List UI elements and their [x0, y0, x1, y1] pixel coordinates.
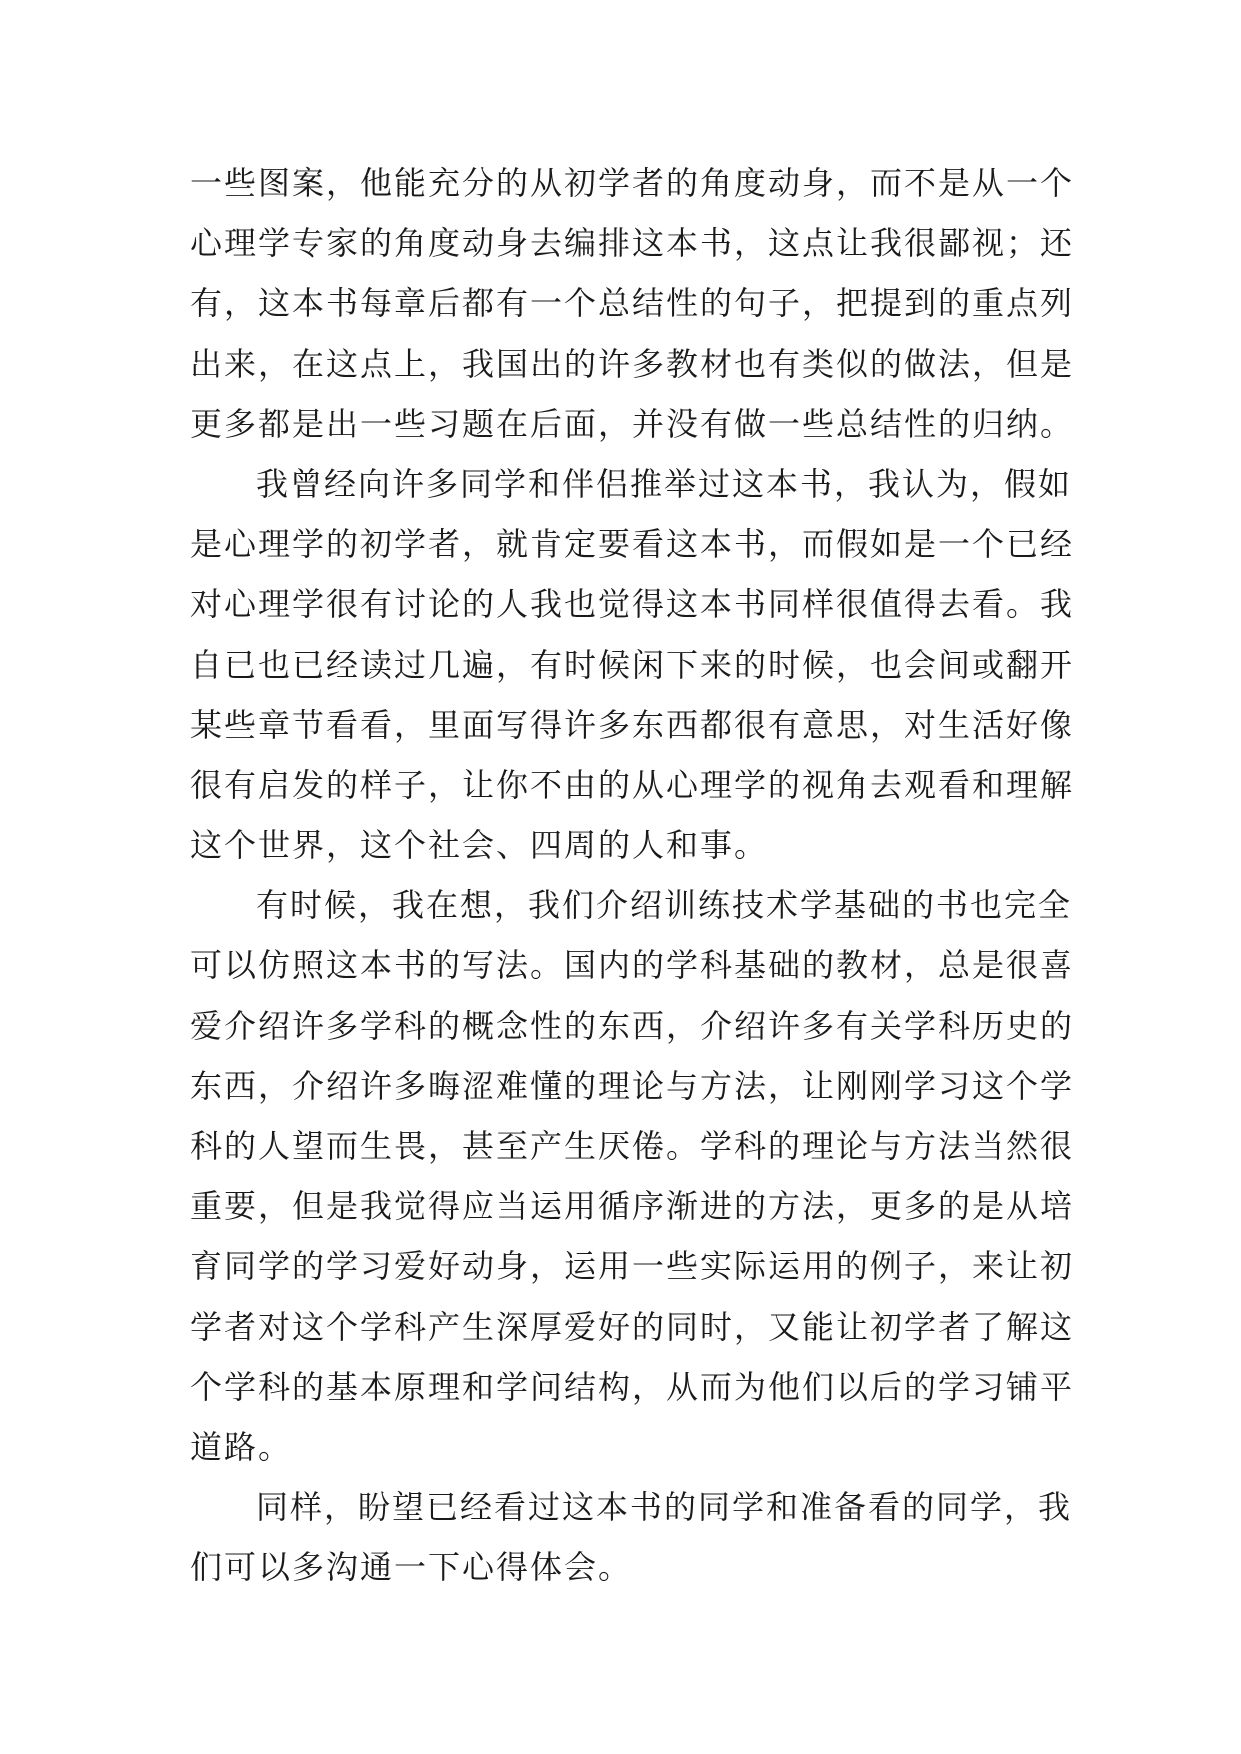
text-line: 某些章节看看，里面写得许多东西都很有意思，对生活好像	[190, 705, 1075, 744]
text-line: 爱介绍许多学科的概念性的东西，介绍许多有关学科历史的	[190, 1006, 1075, 1045]
text-line: 有时候，我在想，我们介绍训练技术学基础的书也完全	[256, 886, 1073, 925]
paragraph-1	[190, 153, 1075, 454]
text-line: 自已也已经读过几遍，有时候闲下来的时候，也会间或翻开	[190, 645, 1075, 684]
text-line: 重要，但是我觉得应当运用循序渐进的方法，更多的是从培	[190, 1187, 1075, 1226]
paragraph-3	[190, 875, 1075, 1477]
text-line: 道路。	[190, 1427, 293, 1466]
text-line: 这个世界，这个社会、四周的人和事。	[190, 826, 769, 865]
text-line: 出来，在这点上，我国出的许多教材也有类似的做法，但是	[190, 344, 1075, 383]
text-line: 学者对这个学科产生深厚爱好的同时，又能让初学者了解这	[190, 1307, 1075, 1346]
document-body	[190, 153, 1075, 1598]
text-line: 一些图案，他能充分的从初学者的角度动身，而不是从一个	[190, 164, 1075, 202]
text-line: 们可以多沟通一下心得体会。	[190, 1548, 633, 1587]
text-line: 可以仿照这本书的写法。国内的学科基础的教材，总是很喜	[190, 946, 1075, 985]
text-line: 同样，盼望已经看过这本书的同学和准备看的同学，我	[256, 1488, 1073, 1527]
paragraph-4	[190, 1477, 1073, 1597]
paragraph-2	[190, 454, 1075, 875]
text-line: 东西，介绍许多晦涩难懂的理论与方法，让刚刚学习这个学	[190, 1066, 1075, 1105]
text-line: 有，这本书每章后都有一个总结性的句子，把提到的重点列	[190, 284, 1075, 323]
text-line: 是心理学的初学者，就肯定要看这本书，而假如是一个已经	[190, 525, 1075, 564]
text-line: 我曾经向许多同学和伴侣推举过这本书，我认为，假如	[256, 464, 1073, 503]
text-line: 更多都是出一些习题在后面，并没有做一些总结性的归纳。	[190, 404, 1075, 443]
text-line: 育同学的学习爱好动身，运用一些实际运用的例子，来让初	[190, 1247, 1075, 1286]
text-line: 很有启发的样子，让你不由的从心理学的视角去观看和理解	[190, 765, 1075, 804]
text-line: 个学科的基本原理和学问结构，从而为他们以后的学习铺平	[190, 1367, 1075, 1406]
text-line: 心理学专家的角度动身去编排这本书，这点让我很鄙视；还	[190, 224, 1075, 263]
text-line: 对心理学很有讨论的人我也觉得这本书同样很值得去看。我	[190, 585, 1075, 624]
text-line: 科的人望而生畏，甚至产生厌倦。学科的理论与方法当然很	[190, 1127, 1075, 1165]
